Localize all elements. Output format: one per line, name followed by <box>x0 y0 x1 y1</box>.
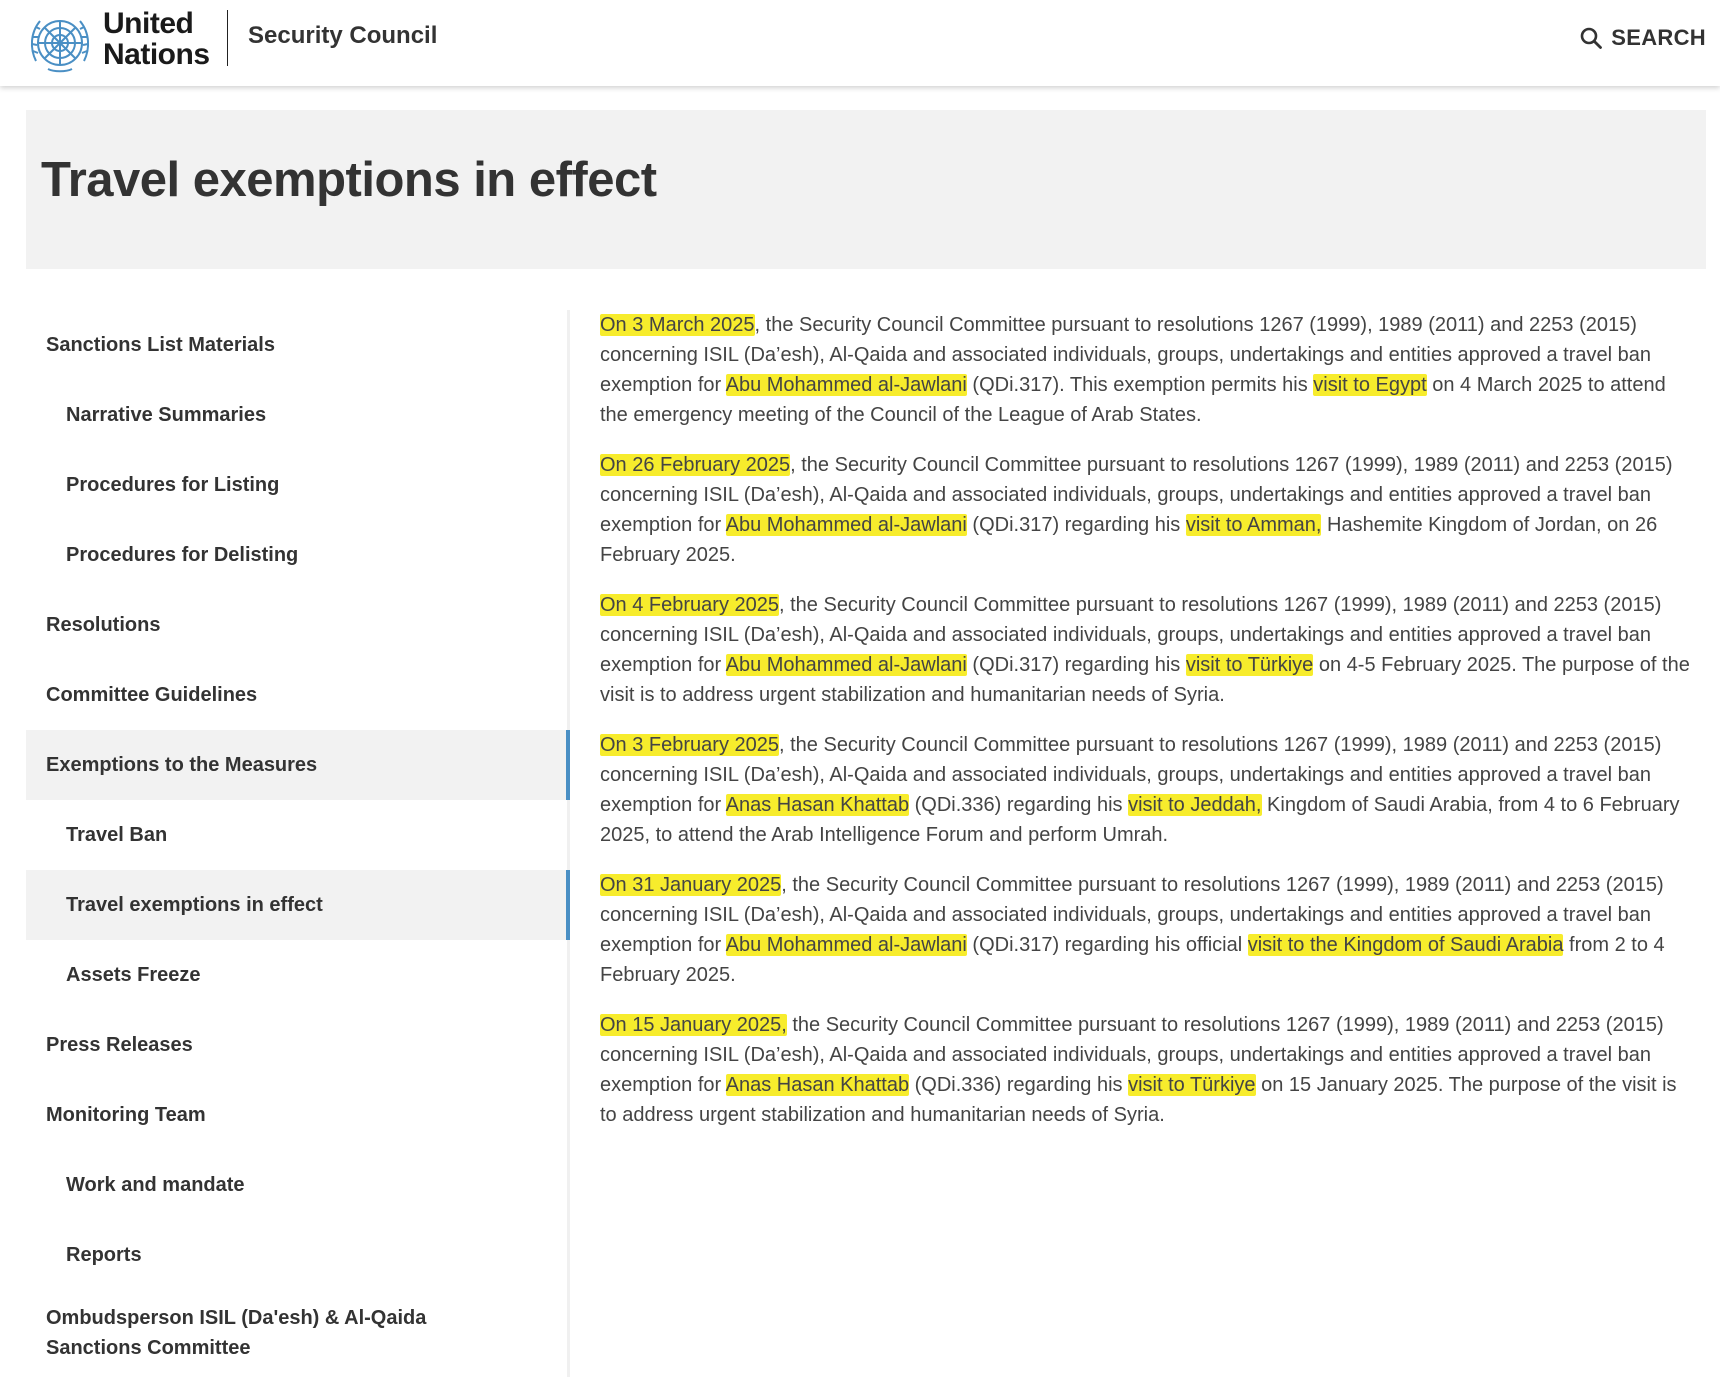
entry-text: on 4-5 February 2025. The purpose of the visit is to address urgent stabilization and humanitarian needs of Syria. <box>600 654 1690 706</box>
sidebar-item-label: Assets Freeze <box>66 963 201 986</box>
entry-text: Kingdom of Saudi Arabia, from 4 to 6 February 2025, to attend the Arab Intelligence Forum and perform Umrah. <box>600 794 1680 846</box>
sidebar-item-narrative-summaries[interactable] <box>26 380 570 450</box>
sidebar-item-label: Ombudsperson ISIL (Da'esh) & Al-Qaida Sanctions Committee <box>46 1307 427 1359</box>
sidebar-item-exemptions-to-the-measures[interactable] <box>26 730 570 800</box>
sidebar-item-press-releases[interactable] <box>26 1010 570 1080</box>
sidebar-item-label: Work and mandate <box>66 1173 245 1196</box>
entry-date: On 3 March 2025 <box>600 314 755 336</box>
entry-text: , the Security Council Committee pursuant to resolutions 1267 (1999), 1989 (2011) and 2253 (2015) concerning ISIL (Da’esh), Al-Qaida and associated individuals, groups, undertakings and entities approved a travel ban exemption for <box>600 734 1662 816</box>
search-icon <box>1579 26 1603 50</box>
entry-text: (QDi.317) regarding his official <box>966 934 1248 956</box>
entry-person: Abu Mohammed al-Jawlani <box>725 934 967 956</box>
entry-text: , the Security Council Committee pursuant to resolutions 1267 (1999), 1989 (2011) and 2253 (2015) concerning ISIL (Da’esh), Al-Qaida and associated individuals, groups, undertakings and entities approved a travel ban exemption for <box>600 454 1673 536</box>
sidebar-item-work-and-mandate[interactable] <box>26 1150 570 1220</box>
org-name-line2: Nations <box>103 38 210 71</box>
entry-date: On 3 February 2025 <box>600 734 779 756</box>
entry-text: on 15 January 2025. The purpose of the visit is to address urgent stabilization and humanitarian needs of Syria. <box>600 1074 1677 1126</box>
sidebar-item-committee-guidelines[interactable] <box>26 660 570 730</box>
exemption-entry <box>600 590 1690 710</box>
sidebar-item-label: Exemptions to the Measures <box>46 753 318 776</box>
sidebar-item-label: Narrative Summaries <box>66 403 267 426</box>
sidebar-item-label: Resolutions <box>46 613 161 636</box>
entry-visit: visit to Amman, <box>1185 514 1322 536</box>
sidebar-item-resolutions[interactable] <box>26 590 570 660</box>
entry-text: the Security Council Committee pursuant to resolutions 1267 (1999), 1989 (2011) and 2253 (2015) concerning ISIL (Da’esh), Al-Qaida and associated individuals, groups, undertakings and entities approved a travel ban exemption for <box>600 1014 1664 1096</box>
sidebar-item-label: Press Releases <box>46 1033 193 1056</box>
entry-visit: visit to Türkiye <box>1128 1074 1256 1096</box>
exemption-entry <box>600 1010 1690 1130</box>
un-emblem-icon[interactable] <box>26 9 94 77</box>
page-title-band <box>26 110 1706 269</box>
entry-person: Abu Mohammed al-Jawlani <box>725 374 967 396</box>
site-name-link[interactable]: Security Council <box>248 22 438 49</box>
org-wordmark[interactable] <box>103 8 210 70</box>
sidebar-item-label: Procedures for Delisting <box>66 543 299 566</box>
sidebar-item-label: Procedures for Listing <box>66 473 280 496</box>
entry-text: , the Security Council Committee pursuant to resolutions 1267 (1999), 1989 (2011) and 2253 (2015) concerning ISIL (Da’esh), Al-Qaida and associated individuals, groups, undertakings and entities approved a travel ban exemption for <box>600 594 1662 676</box>
main-content <box>600 310 1690 1150</box>
exemption-entry <box>600 730 1690 850</box>
sidebar-item-procedures-for-delisting[interactable] <box>26 520 570 590</box>
entry-person: Anas Hasan Khattab <box>725 1074 910 1096</box>
search-button[interactable] <box>1579 22 1706 54</box>
entry-date: On 4 February 2025 <box>600 594 779 616</box>
header-divider <box>227 10 228 66</box>
sidebar-item-monitoring-team[interactable] <box>26 1080 570 1150</box>
entry-date: On 26 February 2025 <box>600 454 791 476</box>
sidebar-item-sanctions-list-materials[interactable] <box>26 310 570 380</box>
sidebar-item-travel-exemptions-in-effect[interactable] <box>26 870 570 940</box>
sidebar-item-label: Monitoring Team <box>46 1103 206 1126</box>
entry-date: On 15 January 2025, <box>600 1014 787 1036</box>
entry-text: (QDi.317). This exemption permits his <box>966 374 1314 396</box>
entry-text: (QDi.336) regarding his <box>909 794 1129 816</box>
exemption-entry <box>600 310 1690 430</box>
entry-text: , the Security Council Committee pursuant to resolutions 1267 (1999), 1989 (2011) and 2253 (2015) concerning ISIL (Da’esh), Al-Qaida and associated individuals, groups, undertakings and entities approved a travel ban exemption for <box>600 874 1664 956</box>
sidebar-item-travel-ban[interactable] <box>26 800 570 870</box>
sidebar-item-label: Committee Guidelines <box>46 683 258 706</box>
entry-person: Anas Hasan Khattab <box>725 794 910 816</box>
sidebar-item-label: Reports <box>66 1243 142 1266</box>
exemption-entry <box>600 870 1690 990</box>
site-header <box>0 0 1720 86</box>
sidebar-item-reports[interactable] <box>26 1220 570 1290</box>
sidebar-item-ombudsperson[interactable] <box>26 1295 570 1365</box>
entry-text: (QDi.317) regarding his <box>966 514 1186 536</box>
exemption-entry <box>600 450 1690 570</box>
entry-visit: visit to Jeddah, <box>1128 794 1262 816</box>
sidebar-item-assets-freeze[interactable] <box>26 940 570 1010</box>
entry-text: (QDi.317) regarding his <box>966 654 1186 676</box>
entry-date: On 31 January 2025 <box>600 874 782 896</box>
entry-visit: visit to Egypt <box>1313 374 1427 396</box>
org-name-line1: United <box>103 7 194 40</box>
entry-text: (QDi.336) regarding his <box>909 1074 1129 1096</box>
entry-person: Abu Mohammed al-Jawlani <box>725 654 967 676</box>
entry-text: on 4 March 2025 to attend the emergency meeting of the Council of the League of Arab States. <box>600 374 1666 426</box>
page-title: Travel exemptions in effect <box>41 153 657 207</box>
search-label: SEARCH <box>1611 25 1706 50</box>
sidebar-item-procedures-for-listing[interactable] <box>26 450 570 520</box>
sidebar-nav <box>26 310 570 1377</box>
sidebar-item-label: Travel Ban <box>66 823 168 846</box>
entry-visit: visit to Türkiye <box>1185 654 1314 676</box>
entry-visit: visit to the Kingdom of Saudi Arabia <box>1247 934 1564 956</box>
entry-text: Hashemite Kingdom of Jordan, on 26 February 2025. <box>600 514 1658 566</box>
entry-text: from 2 to 4 February 2025. <box>600 934 1665 986</box>
sidebar-item-label: Travel exemptions in effect <box>66 893 323 916</box>
entry-text: , the Security Council Committee pursuant to resolutions 1267 (1999), 1989 (2011) and 2253 (2015) concerning ISIL (Da’esh), Al-Qaida and associated individuals, groups, undertakings and entities approved a travel ban exemption for <box>600 314 1652 396</box>
entry-person: Abu Mohammed al-Jawlani <box>725 514 967 536</box>
sidebar-item-label: Sanctions List Materials <box>46 333 275 356</box>
